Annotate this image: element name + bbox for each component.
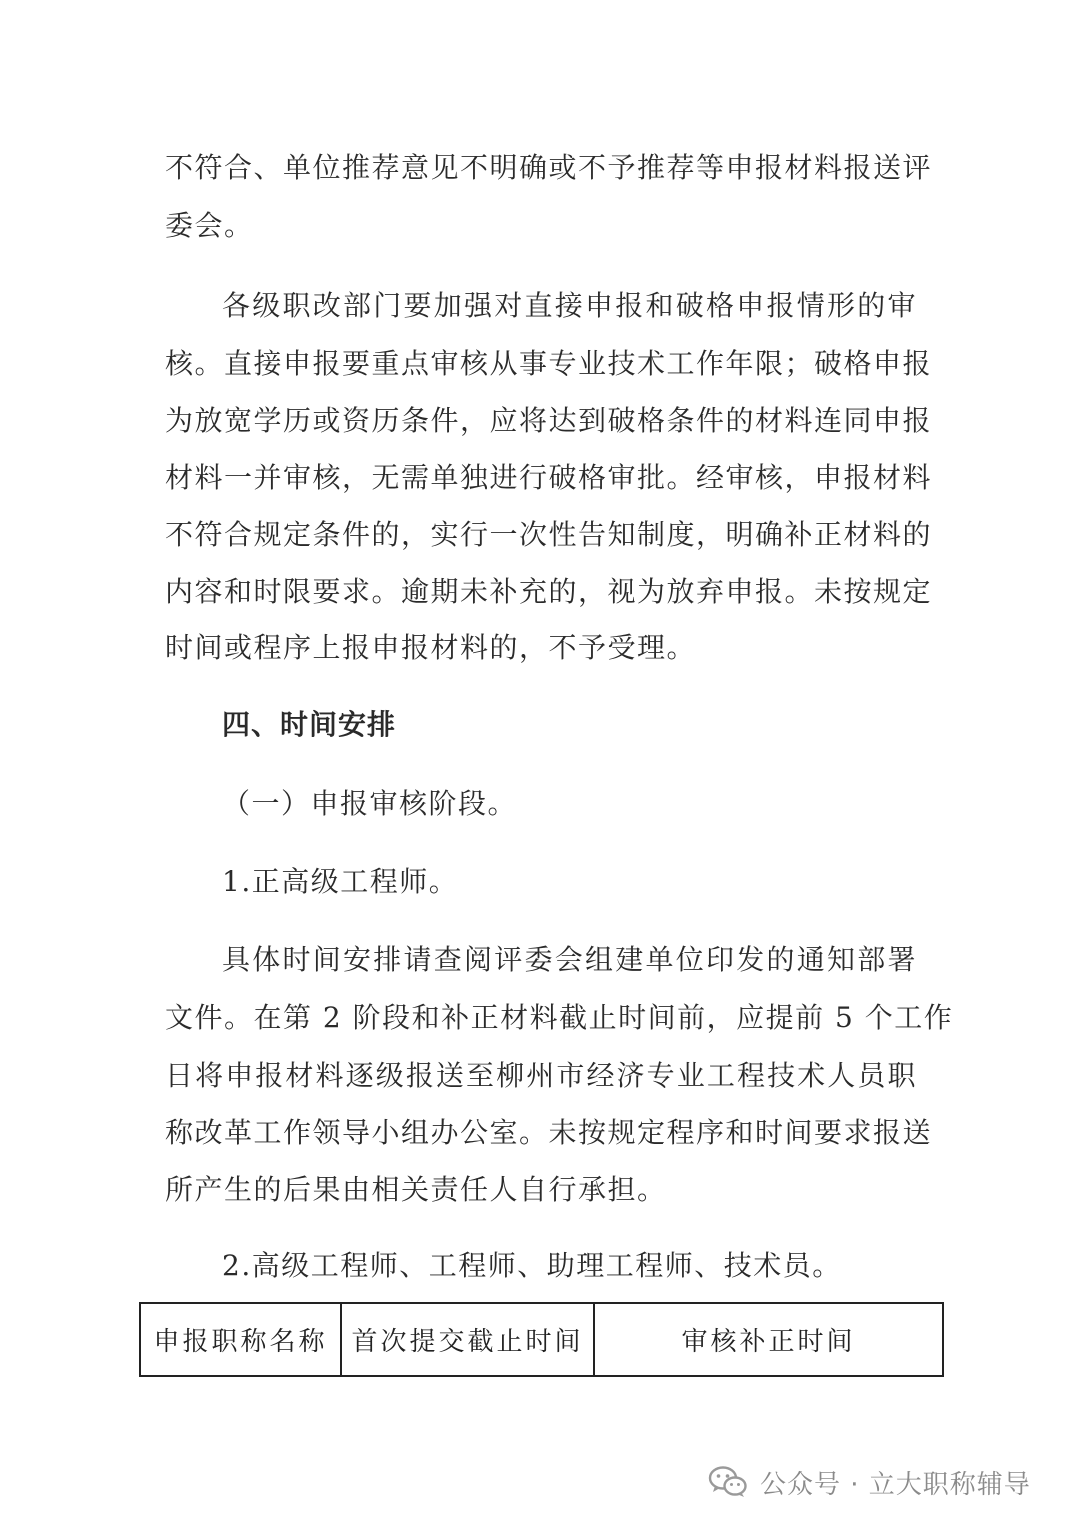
paragraph-line: 材料一并审核，无需单独进行破格审批。经审核，申报材料 — [165, 461, 933, 494]
section-heading: 四、时间安排 — [222, 708, 397, 741]
item-title: 1.正高级工程师。 — [222, 865, 459, 898]
table-header-cell: 首次提交截止时间 — [341, 1303, 594, 1376]
paragraph-line: 不符合、单位推荐意见不明确或不予推荐等申报材料报送评 — [165, 151, 933, 184]
paragraph-line: 各级职改部门要加强对直接申报和破格申报情形的审 — [222, 289, 917, 322]
table-header-cell: 申报职称名称 — [140, 1303, 341, 1376]
subsection-heading: （一）申报审核阶段。 — [222, 787, 518, 820]
paragraph-line: 内容和时限要求。逾期未补充的，视为放弃申报。未按规定 — [165, 575, 933, 608]
paragraph-line: 所产生的后果由相关责任人自行承担。 — [165, 1173, 667, 1206]
paragraph-line: 具体时间安排请查阅评委会组建单位印发的通知部署 — [222, 943, 917, 976]
watermark-text: 公众号 · 立大职称辅导 — [760, 1469, 1031, 1500]
item-title: 2.高级工程师、工程师、助理工程师、技术员。 — [222, 1249, 842, 1282]
paragraph-line: 称改革工作领导小组办公室。未按规定程序和时间要求报送 — [165, 1116, 933, 1149]
paragraph-line: 为放宽学历或资历条件，应将达到破格条件的材料连同申报 — [165, 404, 933, 437]
paragraph-line: 不符合规定条件的，实行一次性告知制度，明确补正材料的 — [165, 518, 933, 551]
paragraph-line: 核。直接申报要重点审核从事专业技术工作年限；破格申报 — [165, 347, 933, 380]
table-header-cell: 审核补正时间 — [594, 1303, 943, 1376]
watermark — [708, 1460, 1031, 1504]
paragraph-line: 文件。在第 2 阶段和补正材料截止时间前，应提前 5 个工作 — [165, 1001, 954, 1034]
table-header-row — [140, 1303, 943, 1376]
paragraph-line: 时间或程序上报申报材料的，不予受理。 — [165, 631, 697, 664]
title-schedule-table — [139, 1302, 944, 1377]
wechat-icon — [708, 1465, 748, 1499]
paragraph-line: 委会。 — [165, 209, 254, 242]
paragraph-line: 日将申报材料逐级报送至柳州市经济专业工程技术人员职 — [165, 1059, 917, 1092]
